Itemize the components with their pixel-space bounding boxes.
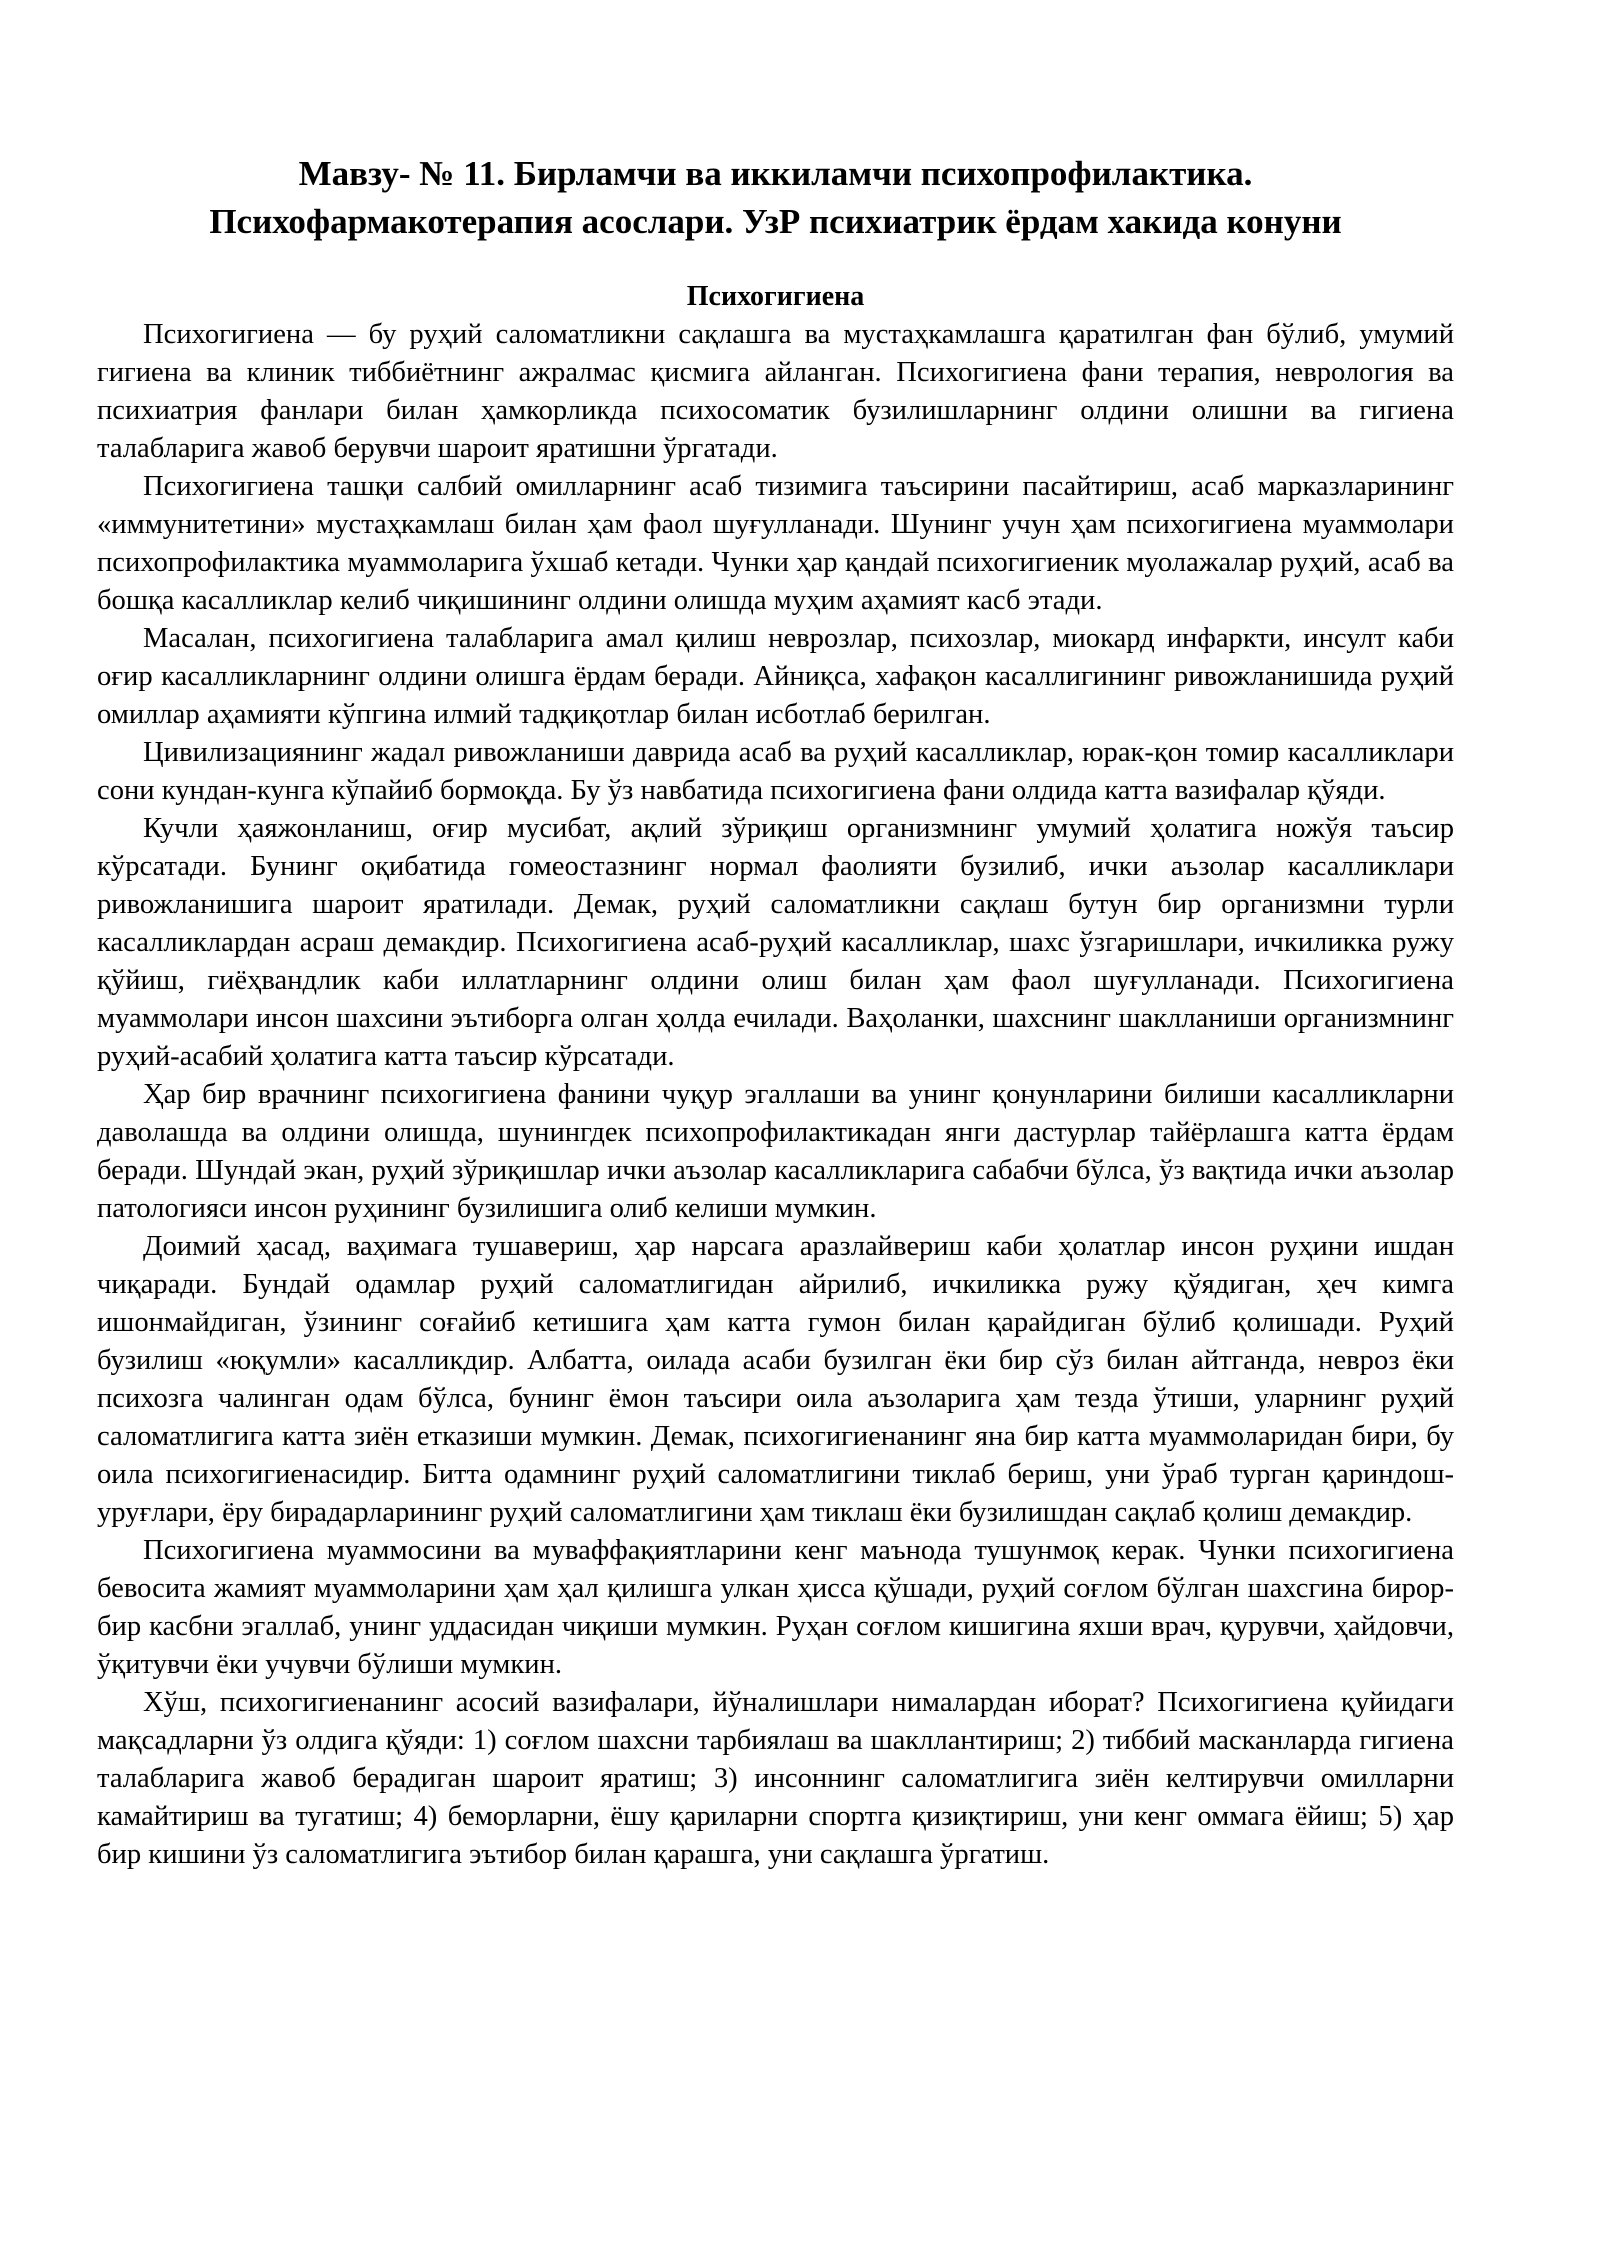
- document-title: [97, 150, 1454, 246]
- title-line-2: Психофармакотерапия асослари. УзР психиатрик ёрдам хакида конуни: [209, 202, 1342, 241]
- paragraph: Кучли ҳаяжонланиш, оғир мусибат, ақлий зўриқиш организмнинг умумий ҳолатига ножўя таъсир кўрсатади. Бунинг оқибатида гомеостазнинг нормал фаолияти бузилиб, ички аъзолар касалликлари ривожланишига шароит яратилади. Демак, руҳий саломатликни сақлаш бутун бир организмни турли касалликлардан асраш демакдир. Психогигиена асаб-руҳий касалликлар, шахс ўзгаришлари, ичкиликка ружу қўйиш, гиёҳвандлик каби иллатларнинг олдини олиш билан ҳам фаол шуғулланади. Психогигиена муаммолари инсон шахсини эътиборга олган ҳолда ечилади. Ваҳоланки, шахснинг шаклланиши организмнинг руҳий-асабий ҳолатига катта таъсир кўрсатади.: [97, 813, 1454, 1072]
- paragraph: Доимий ҳасад, ваҳимага тушавериш, ҳар нарсага аразлайвериш каби ҳолатлар инсон руҳини ишдан чиқаради. Бундай одамлар руҳий саломатлигидан айрилиб, ичкиликка ружу қўядиган, ҳеч кимга ишонмайдиган, ўзининг соғайиб кетишига ҳам катта гумон билан қарайдиган бўлиб қолишади. Руҳий бузилиш «юқумли» касалликдир. Албатта, оилада асаби бузилган ёки бир сўз билан айтганда, невроз ёки психозга чалинган одам бўлса, бунинг ёмон таъсири оила аъзоларига ҳам тезда ўтиши, уларнинг руҳий саломатлигига катта зиён етказиши мумкин. Демак, психогигиенанинг яна бир катта муаммоларидан бири, бу оила психогигиенасидир. Битта одамнинг руҳий саломатлигини тиклаб бериш, уни ўраб турган қариндош-уруғлари, ёру бирадарларининг руҳий саломатлигини ҳам тиклаш ёки бузилишдан сақлаб қолиш демакдир.: [97, 1231, 1454, 1528]
- paragraph: Психогигиена ташқи салбий омилларнинг асаб тизимига таъсирини пасайтириш, асаб марказларининг «иммунитетини» мустаҳкамлаш билан ҳам фаол шуғулланади. Шунинг учун ҳам психогигиена муаммолари психопрофилактика муаммоларига ўхшаб кетади. Чунки ҳар қандай психогигиеник муолажалар руҳий, асаб ва бошқа касалликлар келиб чиқишининг олдини олишда муҳим аҳамият касб этади.: [97, 471, 1454, 616]
- title-line-1: Мавзу- № 11. Бирламчи ва иккиламчи психопрофилактика.: [298, 154, 1253, 193]
- document-page: [97, 150, 1454, 1874]
- section-heading: Психогигиена: [686, 281, 865, 312]
- paragraph: Ҳар бир врачнинг психогигиена фанини чуқур эгаллаши ва унинг қонунларини билиши касалликларни даволашда ва олдини олишда, шунингдек психопрофилактикадан янги дастурлар тайёрлашга катта ёрдам беради. Шундай экан, руҳий зўриқишлар ички аъзолар касалликларига сабабчи бўлса, ўз вақтида ички аъзолар патологияси инсон руҳининг бузилишига олиб келиши мумкин.: [97, 1079, 1454, 1224]
- paragraph: Хўш, психогигиенанинг асосий вазифалари, йўналишлари нималардан иборат? Психогигиена қуйидаги мақсадларни ўз олдига қўяди: 1) соғлом шахсни тарбиялаш ва шакллантириш; 2) тиббий масканларда гигиена талабларига жавоб берадиган шароит яратиш; 3) инсоннинг саломатлигига зиён келтирувчи омилларни камайтириш ва тугатиш; 4) беморларни, ёшу қариларни спортга қизиқтириш, уни кенг оммага ёйиш; 5) ҳар бир кишини ўз саломатлигига эътибор билан қарашга, уни сақлашга ўргатиш.: [97, 1687, 1454, 1870]
- document-body: [97, 316, 1454, 1874]
- paragraph: Психогигиена муаммосини ва муваффақиятларини кенг маънода тушунмоқ керак. Чунки психогигиена бевосита жамият муаммоларини ҳам ҳал қилишга улкан ҳисса қўшади, руҳий соғлом бўлган шахсгина бирор-бир касбни эгаллаб, унинг уддасидан чиқиши мумкин. Руҳан соғлом кишигина яхши врач, қурувчи, ҳайдовчи, ўқитувчи ёки учувчи бўлиши мумкин.: [97, 1535, 1454, 1680]
- paragraph: Масалан, психогигиена талабларига амал қилиш неврозлар, психозлар, миокард инфаркти, инсулт каби оғир касалликларнинг олдини олишга ёрдам беради. Айниқса, хафақон касаллигининг ривожланишида руҳий омиллар аҳамияти кўпгина илмий тадқиқотлар билан исботлаб берилган.: [97, 623, 1454, 730]
- paragraph: Психогигиена — бу руҳий саломатликни сақлашга ва мустаҳкамлашга қаратилган фан бўлиб, умумий гигиена ва клиник тиббиётнинг ажралмас қисмига айланган. Психогигиена фани терапия, неврология ва психиатрия фанлари билан ҳамкорликда психосоматик бузилишларнинг олдини олишни ва гигиена талабларига жавоб берувчи шароит яратишни ўргатади.: [97, 319, 1454, 464]
- paragraph: Цивилизациянинг жадал ривожланиши даврида асаб ва руҳий касалликлар, юрак-қон томир касалликлари сони кундан-кунга кўпайиб бормоқда. Бу ўз навбатида психогигиена фани олдида катта вазифалар қўяди.: [97, 737, 1454, 806]
